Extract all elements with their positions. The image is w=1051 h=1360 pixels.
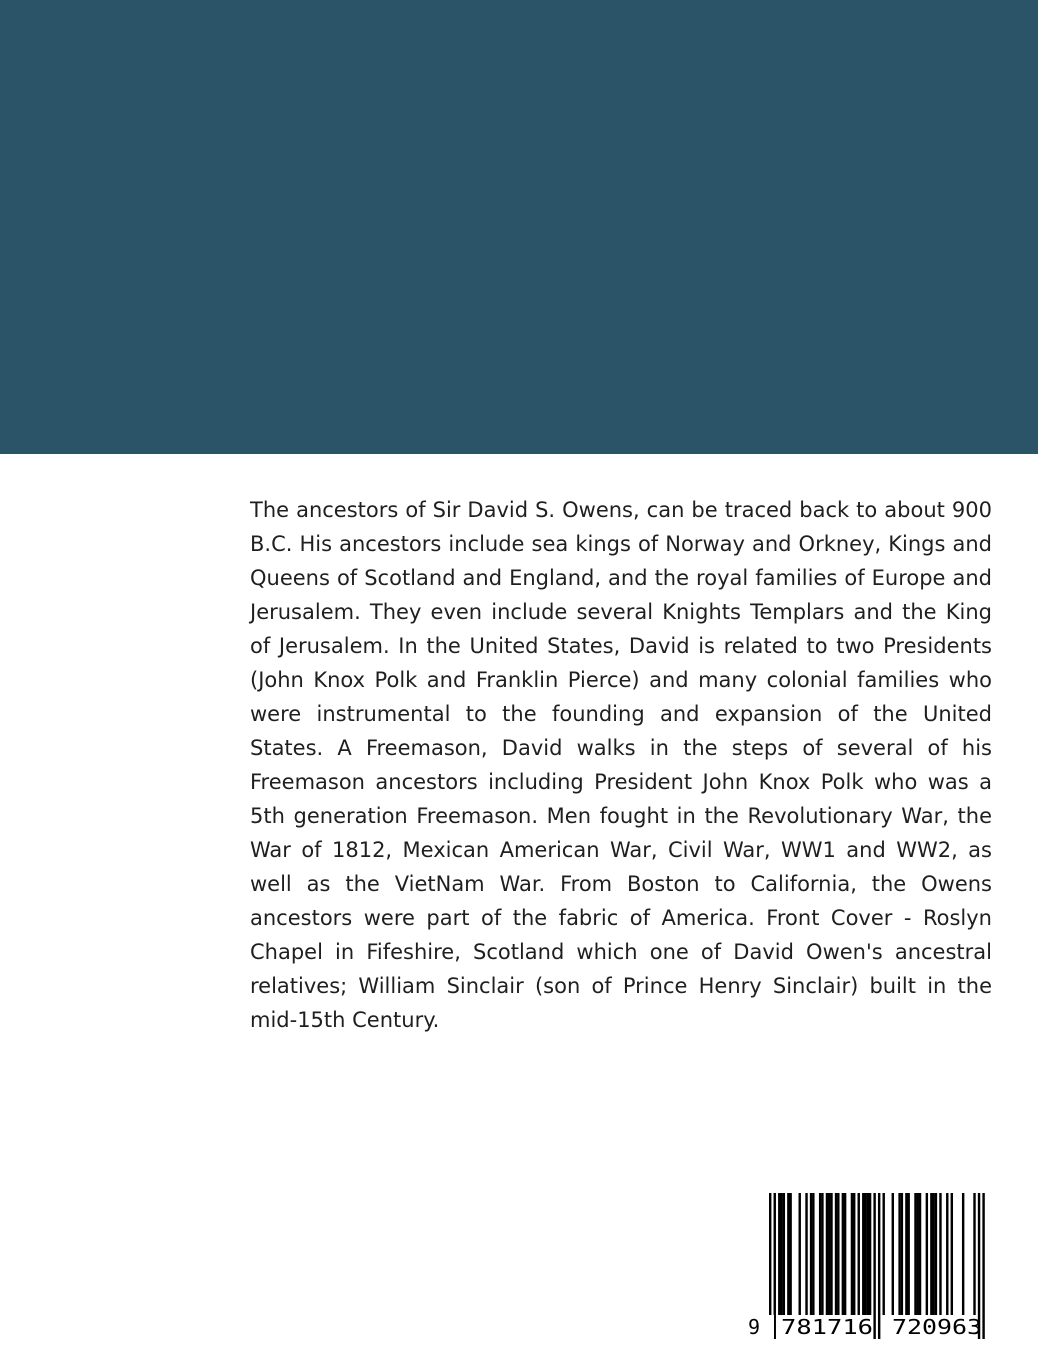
- barcode-bar: [799, 1193, 801, 1315]
- barcode-bar: [939, 1193, 941, 1315]
- barcode-bar: [907, 1193, 909, 1315]
- barcode-bar: [869, 1193, 871, 1315]
- barcode-bar: [826, 1193, 828, 1315]
- barcode-bar: [864, 1193, 866, 1315]
- barcode-bar: [778, 1193, 780, 1315]
- barcode-bar: [951, 1193, 953, 1315]
- barcode-bar: [973, 1193, 975, 1315]
- barcode-bar: [926, 1193, 928, 1315]
- barcode-bar: [919, 1193, 921, 1315]
- barcode-bar: [962, 1193, 964, 1315]
- back-cover-description: The ancestors of Sir David S. Owens, can be traced back to about 900 B.C. His ancestors include sea kings of Norway and Orkney, Kings and Queens of Scotland and England, and the royal families of Europe and Jerusalem. They even include several Knights Templars and the King of Jerusalem. In the United States, David is related to two Presidents (John Knox Polk and Franklin Pierce) and many colonial families who were instrumental to the founding and expansion of the United States. A Freemason, David walks in the steps of several of his Freemason ancestors including President John Knox Polk who was a 5th generation Freemason. Men fought in the Revolutionary War, the War of 1812, Mexican American War, Civil War, WW1 and WW2, as well as the VietNam War. From Boston to California, the Owens ancestors were part of the fabric of America. Front Cover - Roslyn Chapel in Fifeshire, Scotland which one of David Owen's ancestral relatives; William Sinclair (son of Prince Henry Sinclair) built in the mid-15th Century.: [250, 498, 992, 1032]
- barcode-bar: [844, 1193, 846, 1315]
- barcode-bar: [935, 1193, 937, 1315]
- barcode-bar: [830, 1193, 832, 1315]
- barcode-bar: [867, 1193, 869, 1315]
- cover-color-band: [0, 0, 1038, 454]
- barcode-text-gap-left: [764, 1315, 774, 1341]
- barcode-prefix-digit: 9: [748, 1315, 761, 1339]
- barcode-bar: [932, 1193, 934, 1315]
- barcode-bar: [837, 1193, 839, 1315]
- barcode-bar: [905, 1193, 907, 1315]
- barcode-bar: [917, 1193, 919, 1315]
- barcode-bar: [789, 1193, 791, 1315]
- barcode-bar: [873, 1193, 875, 1339]
- barcode-bar: [835, 1193, 837, 1315]
- barcode-bar: [946, 1193, 948, 1315]
- barcode-bar: [898, 1193, 900, 1315]
- barcode-bar: [812, 1193, 814, 1315]
- barcode-bar: [901, 1193, 903, 1315]
- barcode-bar: [821, 1193, 823, 1315]
- barcode-bar: [810, 1193, 812, 1315]
- barcode-graphic: [744, 1193, 994, 1341]
- barcode-right-digits: 720963: [892, 1315, 982, 1339]
- barcode-bar: [914, 1193, 916, 1315]
- barcode-bar: [783, 1193, 785, 1315]
- barcode-bar: [883, 1193, 885, 1315]
- barcode-bar: [819, 1193, 821, 1315]
- barcode-bar: [851, 1193, 853, 1315]
- isbn-barcode: [744, 1193, 994, 1341]
- barcode-bar: [892, 1193, 894, 1315]
- barcode-bar: [828, 1193, 830, 1315]
- barcode-bar: [853, 1193, 855, 1315]
- barcode-bar: [878, 1193, 880, 1339]
- barcode-bar: [805, 1193, 807, 1315]
- barcode-bar: [842, 1193, 844, 1315]
- barcode-left-digits: 781716: [781, 1315, 873, 1339]
- barcode-bar: [930, 1193, 932, 1315]
- barcode-bar: [982, 1193, 984, 1339]
- barcode-bar: [780, 1193, 782, 1315]
- barcode-bar: [858, 1193, 860, 1315]
- barcode-bar: [862, 1193, 864, 1315]
- barcode-bar: [787, 1193, 789, 1315]
